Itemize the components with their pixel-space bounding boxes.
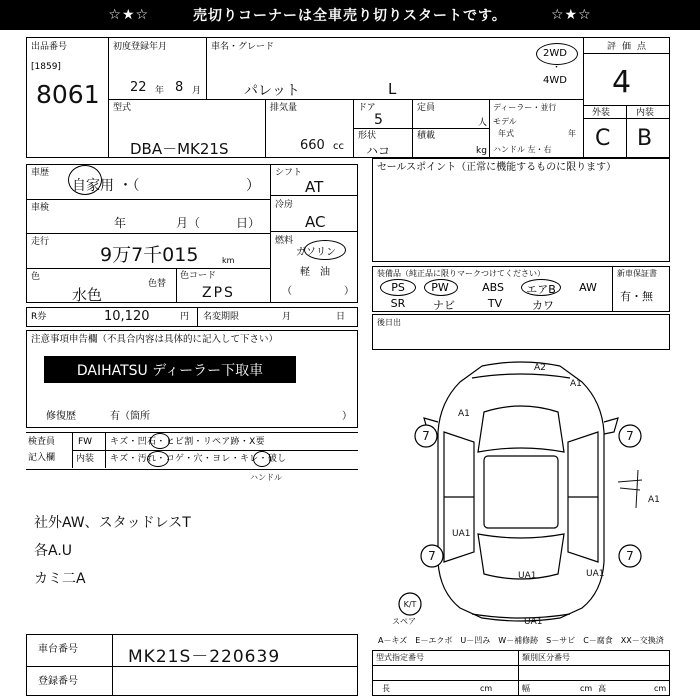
equip-navi: ナビ (433, 299, 455, 312)
handwritten-line2: 各A.U (34, 543, 73, 559)
lot-code: [1859] (31, 62, 61, 72)
model-label: 型式 (113, 103, 132, 113)
dealer-side-year-unit: 年 (568, 129, 576, 138)
displacement-label: 排気量 (270, 103, 298, 113)
repair-label: 修復歴 (46, 411, 76, 422)
spare-tire-label: K/T (403, 600, 417, 609)
color-code-value: ZPS (202, 285, 235, 301)
dealer-side-line3: 年式 (498, 129, 514, 138)
right-mirror (604, 418, 618, 434)
registration-label: 登録番号 (38, 676, 78, 687)
sales-section (372, 158, 670, 262)
roof (484, 456, 558, 528)
ac-label: 冷房 (275, 200, 294, 210)
doors-label: ドア (358, 103, 376, 113)
checker-label2: 記入欄 (28, 453, 56, 463)
rear-seat-label: 後日出 (377, 318, 401, 327)
ext-label: 外装 (592, 108, 611, 118)
repair-close: ） (342, 411, 352, 422)
equip-aw: AW (579, 281, 597, 294)
chassis-label: 車台番号 (38, 644, 78, 655)
lot-number: 8061 (36, 80, 100, 109)
car-name-label: 車名・グレード (211, 42, 275, 52)
car-grade-value: L (388, 80, 397, 98)
windshield (478, 406, 564, 452)
drive-dot: ・ (552, 63, 562, 73)
shift-label: シフト (275, 168, 303, 178)
fuel-other-close: ） (344, 286, 354, 297)
car-damage-diagram (372, 352, 670, 628)
first-reg-month-unit: 月 (192, 86, 202, 96)
body-outline (438, 362, 604, 621)
chassis-value: MK21S－220639 (128, 647, 281, 667)
color-value: 水色 (72, 286, 103, 304)
ac-value: AC (305, 213, 326, 231)
inspection-label: 車検 (31, 203, 50, 213)
dims-length-unit: cm (480, 684, 493, 693)
top-banner (0, 0, 700, 30)
history-close: ） (246, 178, 260, 194)
dims-width-unit: cm (580, 684, 593, 693)
inspection-day: 日） (236, 216, 261, 230)
model-value: DBA－MK21S (130, 140, 229, 158)
fuel-label: 燃料 (275, 236, 294, 246)
banner-stars-right: ☆★☆ (550, 7, 592, 23)
front-bumper (472, 374, 570, 378)
equip-pw: PW (431, 281, 449, 294)
recycle-section (26, 307, 358, 327)
warranty-value: 有・無 (620, 290, 653, 303)
equip-airbag-circle (521, 279, 561, 296)
mileage-unit: km (222, 256, 235, 265)
banner-stars-left: ☆★☆ (108, 7, 150, 23)
shape-label: 形状 (358, 131, 377, 141)
checker-circle-2 (147, 451, 169, 467)
drive-opt2: 4WD (543, 75, 567, 86)
equip-pw-circle (424, 279, 458, 296)
shape-value: ハコ (366, 144, 391, 158)
mark-front-right-a1: A1 (570, 379, 582, 389)
rear-bumper (472, 614, 570, 618)
equip-airbag: エアB (526, 283, 556, 296)
mark-rear-right-ua1: UA1 (586, 569, 605, 579)
owner-day: 日 (336, 312, 346, 322)
displacement-unit: cc (333, 141, 344, 152)
fuel-other-open: （ (282, 286, 292, 297)
dims-height-label: 高 (598, 684, 606, 693)
first-reg-year: 22 (130, 80, 147, 95)
dims-class-label: 類別区分番号 (522, 653, 570, 662)
rating-score: 4 (612, 65, 632, 100)
car-name-value: パレット (244, 83, 300, 99)
equip-abs: ABS (482, 281, 504, 294)
recycle-value: 10,120 (104, 309, 150, 324)
tire-fl-label: 7 (422, 429, 430, 443)
dims-length-label: 長 (382, 684, 390, 693)
checker-row2-label: 内装 (76, 454, 95, 464)
repair-value: 有（箇所 (110, 411, 150, 422)
fuel-diesel: 軽 油 (300, 267, 330, 278)
fuel-gasoline: ガソリン (296, 247, 336, 258)
load-label: 積載 (417, 131, 436, 141)
dealer-tag: DAIHATSU ディーラー下取車 (44, 356, 296, 383)
equip-tv: TV (487, 297, 503, 310)
recycle-unit: 円 (180, 312, 190, 322)
mark-front-left-a1: A1 (458, 409, 470, 419)
checker-circle-1 (150, 433, 170, 449)
owner-month: 月 (282, 312, 292, 322)
dims-width-label: 幅 (522, 684, 530, 693)
mark-left-ua1: UA1 (452, 529, 471, 539)
equip-leather: カワ (532, 299, 554, 312)
tire-rl-label: 7 (428, 549, 436, 563)
checker-label1: 検査員 (28, 437, 56, 447)
mileage-label: 走行 (31, 237, 50, 247)
tire-fr-label: 7 (626, 429, 634, 443)
tire-rr-label: 7 (626, 549, 634, 563)
load-unit: kg (476, 146, 487, 156)
int-score: B (637, 126, 653, 151)
equip-ps: PS (391, 281, 405, 294)
checker-row2: キズ・汚れ・コゲ・穴・ヨレ・キレ・破し (110, 454, 287, 464)
mark-rear-ua1: UA1 (518, 571, 537, 581)
checker-circle-3 (253, 451, 271, 467)
equipment-label: 装備品（純正品に限りマークつけてください） (377, 269, 545, 278)
handwritten-line3: カミ二A (34, 571, 86, 587)
mileage-value: 9万7千015 (100, 244, 199, 266)
color-change-label: 色替 (148, 279, 167, 289)
lot-label: 出品番号 (31, 42, 68, 52)
notes-label: 注意事項申告欄（不具合内容は具体的に記入して下さい） (31, 334, 279, 345)
capacity-label: 定員 (417, 103, 436, 113)
mark-front-a2: A2 (534, 363, 546, 373)
dealer-side-line1: ディーラー・並行 (493, 103, 557, 112)
int-label: 内装 (636, 108, 655, 118)
history-value: 自家用 ・（ (72, 178, 140, 194)
damage-legend: A－キズ E－エクボ U－凹み W－補修跡 S－サビ C－腐食 XX－交換済 (378, 636, 664, 645)
color-label: 色 (31, 272, 41, 282)
first-reg-label: 初度登録年月 (113, 42, 168, 52)
displacement-value: 660 (300, 138, 325, 153)
sales-label: セールスポイント（正常に機能するものに限ります） (377, 162, 617, 173)
dealer-side-line2: モデル (493, 117, 517, 126)
first-reg-month: 8 (175, 80, 184, 95)
checker-row1-label: FW (78, 437, 93, 447)
dealer-side-handle: ハンドル 左・右 (493, 145, 552, 154)
checker-handle-note: ハンドル (250, 473, 282, 482)
color-code-label: 色コード (180, 271, 217, 281)
dims-type-label: 型式指定番号 (376, 653, 424, 662)
first-reg-year-unit: 年 (155, 86, 165, 96)
inspection-month: 月（ (176, 216, 201, 230)
inspection-year: 年 (114, 216, 127, 230)
capacity-unit: 人 (478, 118, 488, 128)
drive-opt1: 2WD (543, 48, 567, 59)
rear-seat-section (372, 314, 670, 350)
spare-caption: スペア (392, 617, 416, 626)
mark-right-a1: A1 (648, 495, 660, 505)
ext-score: C (595, 126, 611, 151)
equip-sr: SR (390, 297, 406, 310)
mark-bottom-ua1: UA1 (524, 617, 543, 627)
banner-text: 売切りコーナーは全車売り切りスタートです。 (193, 8, 507, 24)
dims-height-unit: cm (654, 684, 667, 693)
rating-label: 評価点 (607, 42, 653, 52)
shift-value: AT (305, 178, 324, 196)
doors-value: 5 (374, 112, 383, 128)
recycle-label: R券 (31, 312, 47, 322)
history-label: 車歴 (31, 168, 50, 178)
equip-ps-circle (380, 279, 416, 296)
warranty-label: 新車保証書 (617, 269, 657, 278)
handwritten-line1: 社外AW、スタッドレスT (34, 515, 191, 531)
checker-row1: キズ・凹石・ヒビ割・リペア跡・X要 (110, 437, 265, 447)
owner-label: 名変期限 (203, 312, 240, 322)
